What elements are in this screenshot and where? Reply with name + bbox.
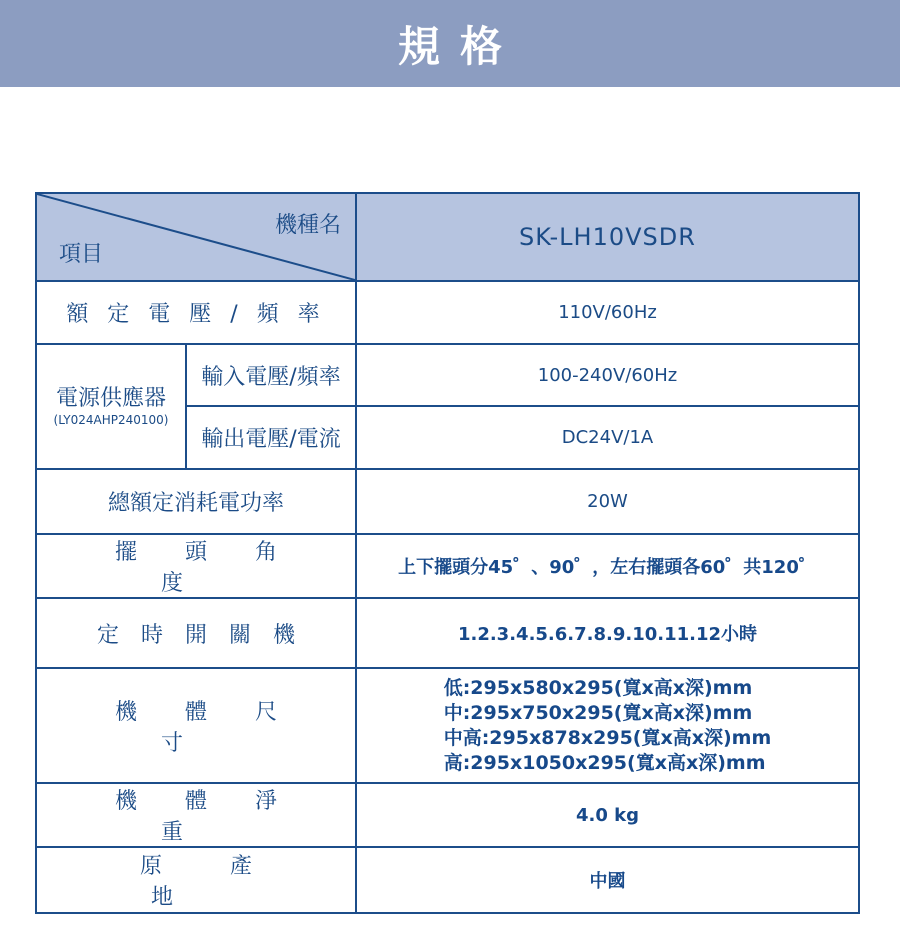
spec-table <box>35 192 860 914</box>
spec-banner <box>0 0 900 87</box>
psu-input-value-cell <box>356 344 859 406</box>
size-high: 高:295x1050x295(寬x高x深)mm <box>443 751 766 774</box>
psu-output-value: DC24V/1A <box>561 427 654 448</box>
header-corner-cell <box>36 193 356 281</box>
size-mid-high: 中高:295x878x295(寬x高x深)mm <box>443 726 772 749</box>
weight-label: 機體淨重 <box>114 789 325 845</box>
timer-value-cell <box>356 598 859 668</box>
size-value-cell <box>356 668 859 783</box>
table-row <box>36 534 859 598</box>
swing-label-cell <box>36 534 356 598</box>
table-row <box>36 847 859 913</box>
table-row <box>36 598 859 668</box>
size-label-cell <box>36 668 356 783</box>
psu-label-cell <box>36 344 186 469</box>
rated-value-cell <box>356 281 859 344</box>
table-row <box>36 281 859 344</box>
size-label: 機體尺寸 <box>114 699 325 756</box>
header-item-label: 項目 <box>59 242 104 267</box>
banner-title: 規格 <box>397 21 522 71</box>
origin-value-cell <box>356 847 859 913</box>
weight-value-cell <box>356 783 859 847</box>
psu-output-value-cell <box>356 406 859 469</box>
size-mid: 中:295x750x295(寬x高x深)mm <box>443 701 753 724</box>
weight-value: 4.0 kg <box>575 804 639 826</box>
psu-output-label: 輸出電壓/電流 <box>201 427 341 452</box>
psu-input-label: 輸入電壓/頻率 <box>201 364 341 390</box>
psu-output-label-cell <box>186 406 356 469</box>
power-label-cell <box>36 469 356 534</box>
swing-value: 上下擺頭分45゜、90゜，左右擺頭各60゜共120゜ <box>398 557 817 578</box>
rated-voltage-label: 額 定 電 壓 / 頻 率 <box>66 302 326 327</box>
model-number: SK-LH10VSDR <box>519 223 696 251</box>
timer-value: 1.2.3.4.5.6.7.8.9.10.11.12小時 <box>457 624 758 645</box>
power-label: 總額定消耗電功率 <box>107 491 284 516</box>
psu-input-label-cell <box>186 344 356 406</box>
origin-value: 中國 <box>589 871 626 892</box>
psu-input-value: 100-240V/60Hz <box>537 364 678 386</box>
power-value: 20W <box>587 491 628 512</box>
swing-label: 擺頭角度 <box>114 540 325 596</box>
psu-model-label: (LY024AHP240100) <box>53 412 169 427</box>
rated-voltage-value: 110V/60Hz <box>558 302 657 323</box>
table-row <box>36 469 859 534</box>
table-row <box>36 344 859 406</box>
psu-label: 電源供應器 <box>55 385 166 411</box>
weight-label-cell <box>36 783 356 847</box>
header-row <box>36 193 859 281</box>
header-model-cell <box>356 193 859 281</box>
rated-label-cell <box>36 281 356 344</box>
power-value-cell <box>356 469 859 534</box>
header-model-name-label: 機種名 <box>274 213 341 238</box>
origin-label-cell <box>36 847 356 913</box>
origin-label: 原產地 <box>139 854 320 910</box>
timer-label: 定時開關機 <box>96 622 317 648</box>
size-values <box>444 676 772 776</box>
size-low: 低:295x580x295(寬x高x深)mm <box>443 676 753 699</box>
table-row <box>36 668 859 783</box>
table-row <box>36 783 859 847</box>
swing-value-cell <box>356 534 859 598</box>
timer-label-cell <box>36 598 356 668</box>
